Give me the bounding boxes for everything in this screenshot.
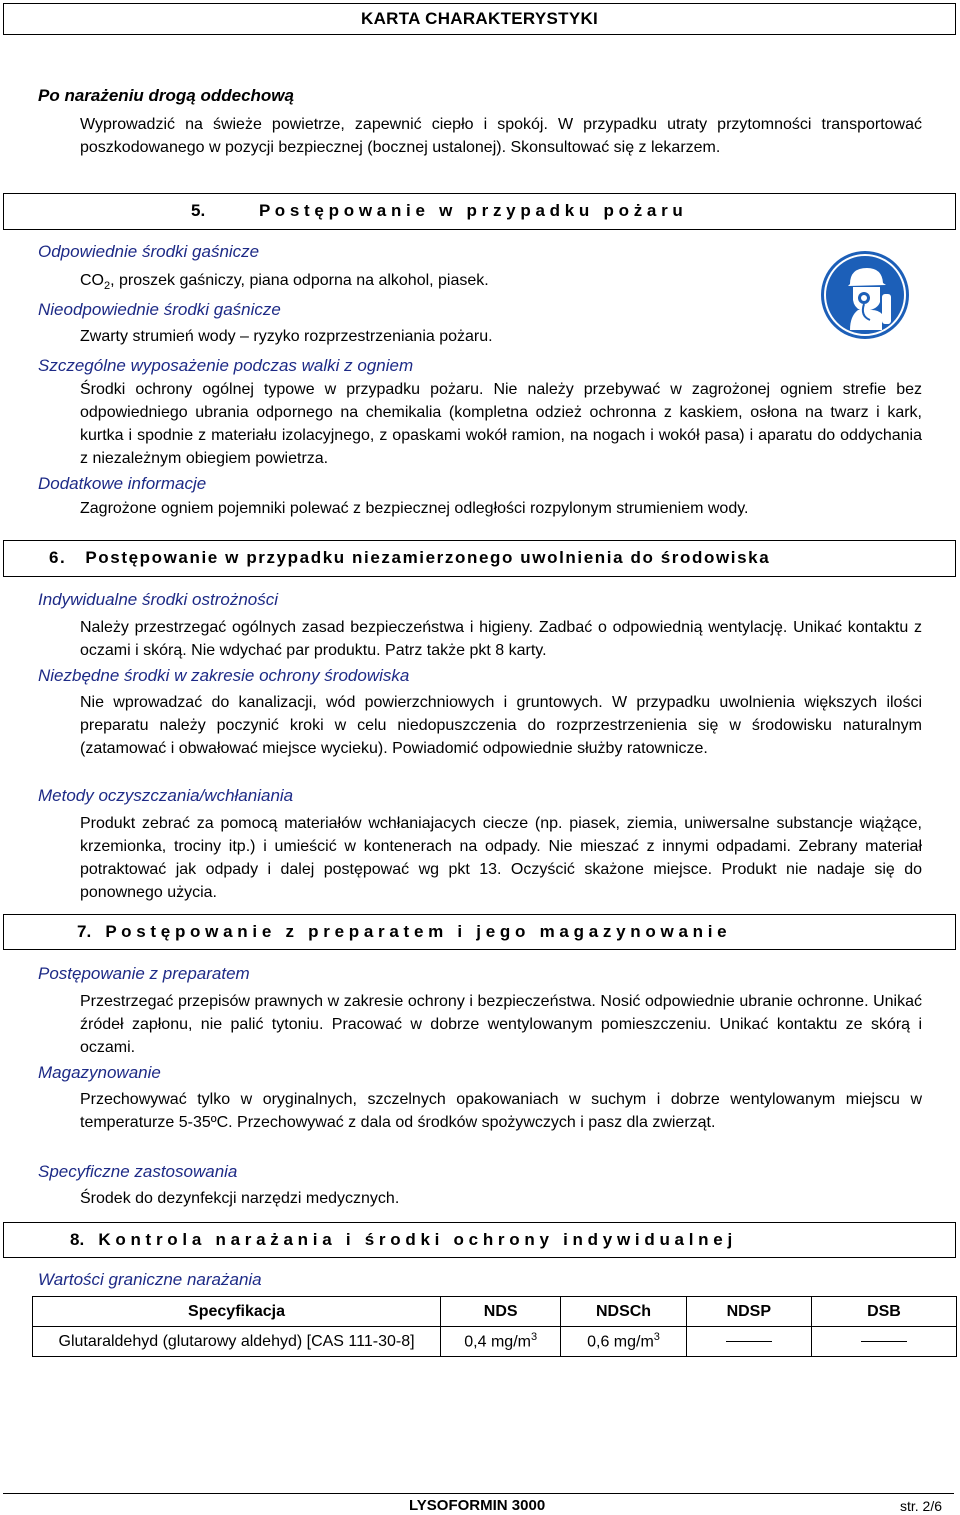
table-cell-dsb bbox=[811, 1327, 956, 1357]
table-header-row bbox=[33, 1297, 957, 1327]
handling-text: Przestrzegać przepisów prawnych w zakresie ochrony i bezpieczeństwa. Nosić odpowiednie ubranie ochronne. Unikać źródeł zapłonu, nie palić tytoniu. Pracować w dobrze wentylowanym pomieszczeniu. Unikać kontaktu ze skórą i oczami. bbox=[80, 993, 922, 1056]
specific-uses-heading: Specyficzne zastosowania bbox=[38, 1162, 238, 1181]
table-cell-ndsch: 0,6 $mg/m^3$ bbox=[561, 1327, 686, 1357]
inhalation-text: Wyprowadzić na świeże powietrze, zapewnić ciepło i spokój. W przypadku utraty przytomności transportować poszkodowanego w pozycji bezpiecznej (bocznej ustalonej). Skonsultować się z lekarzem. bbox=[80, 116, 922, 156]
footer-product: LYSOFORMIN 3000 bbox=[409, 1497, 546, 1514]
cleaning-methods-text: Produkt zebrać za pomocą materiałów wchłaniajacych ciecze (np. piasek, ziemia, uniwersalne substancje wiążące, krzemionka, trociny itp.) i umieścić w kontenerach na odpady. Nie mieszać z innymi odpadami. Zebrany materiał potraktować jak odpady i dalej postępować wg pkt 13. Oczyścić skażone miejsce. Produkt nie nadaje się do ponownego użycia. bbox=[80, 815, 922, 901]
section-7-title: 7. P o s t ę p o w a n i e z p r e p a r a t e m i j e g o m a g a z y n o w a n i e bbox=[77, 922, 727, 941]
additional-info-heading: Dodatkowe informacje bbox=[38, 474, 207, 493]
footer-page-number: str. 2/6 bbox=[900, 1498, 943, 1514]
storage-heading: Magazynowanie bbox=[38, 1063, 161, 1082]
inhalation-heading: Po narażeniu drogą oddechową bbox=[38, 86, 294, 105]
personal-precautions-text: Należy przestrzegać ogólnych zasad bezpieczeństwa i higieny. Zadbać o odpowiednią wentylację. Unikać kontaktu z oczami i skórą. Nie wdychać par produktu. Patrz także pkt 8 karty. bbox=[80, 619, 922, 659]
footer-rule bbox=[3, 1493, 954, 1494]
suitable-media-text: $CO_2$, proszek gaśniczy, piana odporna na alkohol, piasek. bbox=[80, 272, 489, 293]
table-header: NDSP bbox=[686, 1297, 811, 1327]
table-header: NDSCh bbox=[561, 1297, 686, 1327]
table-cell-ndsp bbox=[686, 1327, 811, 1357]
section-5-title: P o s t ę p o w a n i e w p r z y p a d k u p o ż a r u bbox=[259, 201, 683, 220]
suitable-media-heading: Odpowiednie środki gaśnicze bbox=[38, 242, 260, 261]
document-header bbox=[3, 3, 956, 35]
table-header: NDS bbox=[441, 1297, 561, 1327]
table-cell-nds: 0,4 $mg/m^3$ bbox=[441, 1327, 561, 1357]
handling-heading: Postępowanie z preparatem bbox=[38, 964, 250, 983]
exposure-limits-heading: Wartości graniczne narażania bbox=[38, 1270, 262, 1289]
specific-uses-text: Środek do dezynfekcji narzędzi medycznych. bbox=[80, 1190, 400, 1207]
storage-text: Przechowywać tylko w oryginalnych, szczelnych opakowaniach w suchym i dobrze wentylowanym miejscu w temperaturze 5-35ºC. Przechowywać z dala od środków spożywczych i pasz dla zwierząt. bbox=[80, 1091, 922, 1131]
table-header: Specyfikacja bbox=[33, 1297, 441, 1327]
document-title: KARTA CHARAKTERYSTYKI bbox=[361, 9, 599, 28]
cleaning-methods-heading: Metody oczyszczania/wchłaniania bbox=[38, 786, 294, 805]
firefighting-equipment-heading: Szczególne wyposażenie podczas walki z ogniem bbox=[38, 356, 414, 375]
dash-line bbox=[861, 1341, 907, 1342]
breathing-apparatus-icon bbox=[820, 250, 910, 340]
exposure-limits-table bbox=[32, 1296, 957, 1357]
unsuitable-media-text: Zwarty strumień wody – ryzyko rozprzestrzeniania pożaru. bbox=[80, 328, 493, 345]
firefighting-equipment-text: Środki ochrony ogólnej typowe w przypadku pożaru. Nie należy przebywać w zagrożonej ogniem strefie bez odpowiedniego ubrania odpornego na chemikalia (kompletna odzież ochronna z kaskiem, osłona na twarz i kark, kurtka i spodnie z materiału izolacyjnego, z opaskami wokół ramion, na nogach i wokół pasa) i aparatu do oddychania z niezależnym obiegiem powietrza. bbox=[80, 381, 922, 467]
environmental-precautions-heading: Niezbędne środki w zakresie ochrony środowiska bbox=[38, 666, 410, 685]
table-cell-spec: Glutaraldehyd (glutarowy aldehyd) [CAS 111-30-8] bbox=[33, 1327, 441, 1357]
dash-line bbox=[726, 1341, 772, 1342]
table-row bbox=[33, 1327, 957, 1357]
section-6-title: 6. Postępowanie w przypadku niezamierzonego uwolnienia do środowiska bbox=[49, 548, 771, 567]
additional-info-text: Zagrożone ogniem pojemniki polewać z bezpiecznej odległości rozpylonym strumieniem wody. bbox=[80, 500, 749, 517]
table-header: DSB bbox=[811, 1297, 956, 1327]
unsuitable-media-heading: Nieodpowiednie środki gaśnicze bbox=[38, 300, 281, 319]
personal-precautions-heading: Indywidualne środki ostrożności bbox=[38, 590, 279, 609]
section-5-number: 5. bbox=[191, 201, 206, 220]
section-8-title: 8. K o n t r o l a n a r a ż a n i a i ś r o d k i o c h r o n y i n d y w i d u a l n e j bbox=[70, 1230, 733, 1249]
environmental-precautions-text: Nie wprowadzać do kanalizacji, wód powierzchniowych i gruntowych. W przypadku uwolnienia większych ilości preparatu należy poczynić kroki w celu niedopuszczenia do rozprzestrzenienia się w środowisku naturalnym (zatamować i obwałować miejsce wycieku). Powiadomić odpowiednie służby ratownicze. bbox=[80, 694, 922, 757]
